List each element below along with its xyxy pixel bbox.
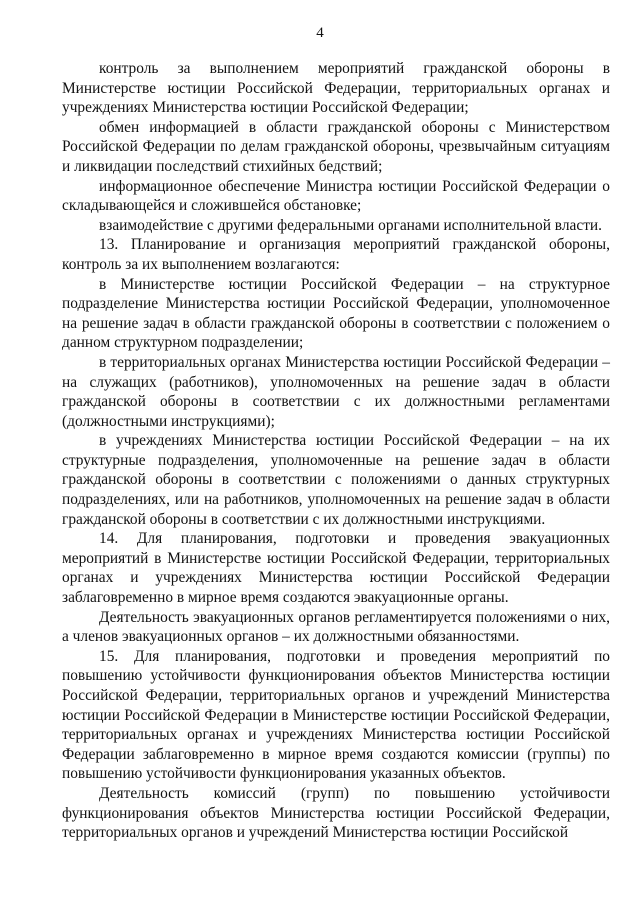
paragraph-information-support: информационное обеспечение Министра юстиции Российской Федерации о складывающейся и сложившейся обстановке; <box>62 177 610 215</box>
paragraph-interaction: взаимодействие с другими федеральными органами исполнительной власти. <box>99 216 602 234</box>
document-body <box>62 59 610 843</box>
paragraph-clause-13: 13. Планирование и организация мероприятий гражданской обороны, контроль за их выполнением возлагаются: <box>62 236 610 273</box>
page-number: 4 <box>316 25 324 41</box>
paragraph-clause-15: 15. Для планирования, подготовки и проведения мероприятий по повышению устойчивости функционирования объектов Министерства юстиции Российской Федерации, территориальных органов и учреждений Министерства юстиции Российской Федерации в Министерстве юстиции Российской Федерации, территориальных органах и учреждениях Министерства юстиции Российской Федерации заблаговременно в мирное время создаются комиссии (группы) по повышению устойчивости функционирования указанных объектов. <box>62 647 610 783</box>
paragraph-ministry-unit: в Министерстве юстиции Российской Федерации – на структурное подразделение Министерства юстиции Российской Федерации, уполномоченное на решение задач в области гражданской обороны в соответствии с положением о данном структурном подразделении; <box>62 275 610 352</box>
paragraph-evacuation-bodies: Деятельность эвакуационных органов регламентируется положениями о них, а членов эвакуационных органов – их должностными обязанностями. <box>62 608 610 646</box>
paragraph-clause-14: 14. Для планирования, подготовки и проведения эвакуационных мероприятий в Министерстве юстиции Российской Федерации, территориальных органах и учреждениях Министерства юстиции Российской Федерации заблаговременно в мирное время создаются эвакуационные органы. <box>62 530 610 607</box>
paragraph-information-exchange: обмен информацией в области гражданской обороны с Министерством Российской Федерации по делам гражданской обороны, чрезвычайным ситуациям и ликвидации последствий стихийных бедствий; <box>62 118 610 175</box>
paragraph-control: контроль за выполнением мероприятий гражданской обороны в Министерстве юстиции Российской Федерации, территориальных органах и учреждениях Министерства юстиции Российской Федерации; <box>62 60 610 117</box>
paragraph-institutions: в учреждениях Министерства юстиции Российской Федерации – на их структурные подразделения, уполномоченные на решение задач в области гражданской обороны в соответствии с положениями о данных структурных подразделениях, или на работников, уполномоченных на решение задач в области гражданской обороны в соответствии с их должностными инструкциями. <box>62 432 610 528</box>
paragraph-commissions-activity: Деятельность комиссий (групп) по повышению устойчивости функционирования объектов Министерства юстиции Российской Федерации, территориальных органов и учреждений Министерства юстиции Российской <box>62 784 610 842</box>
paragraph-territorial-bodies: в территориальных органах Министерства юстиции Российской Федерации – на служащих (работников), уполномоченных на решение задач в области гражданской обороны в соответствии с их должностными регламентами (должностными инструкциями); <box>62 353 610 430</box>
